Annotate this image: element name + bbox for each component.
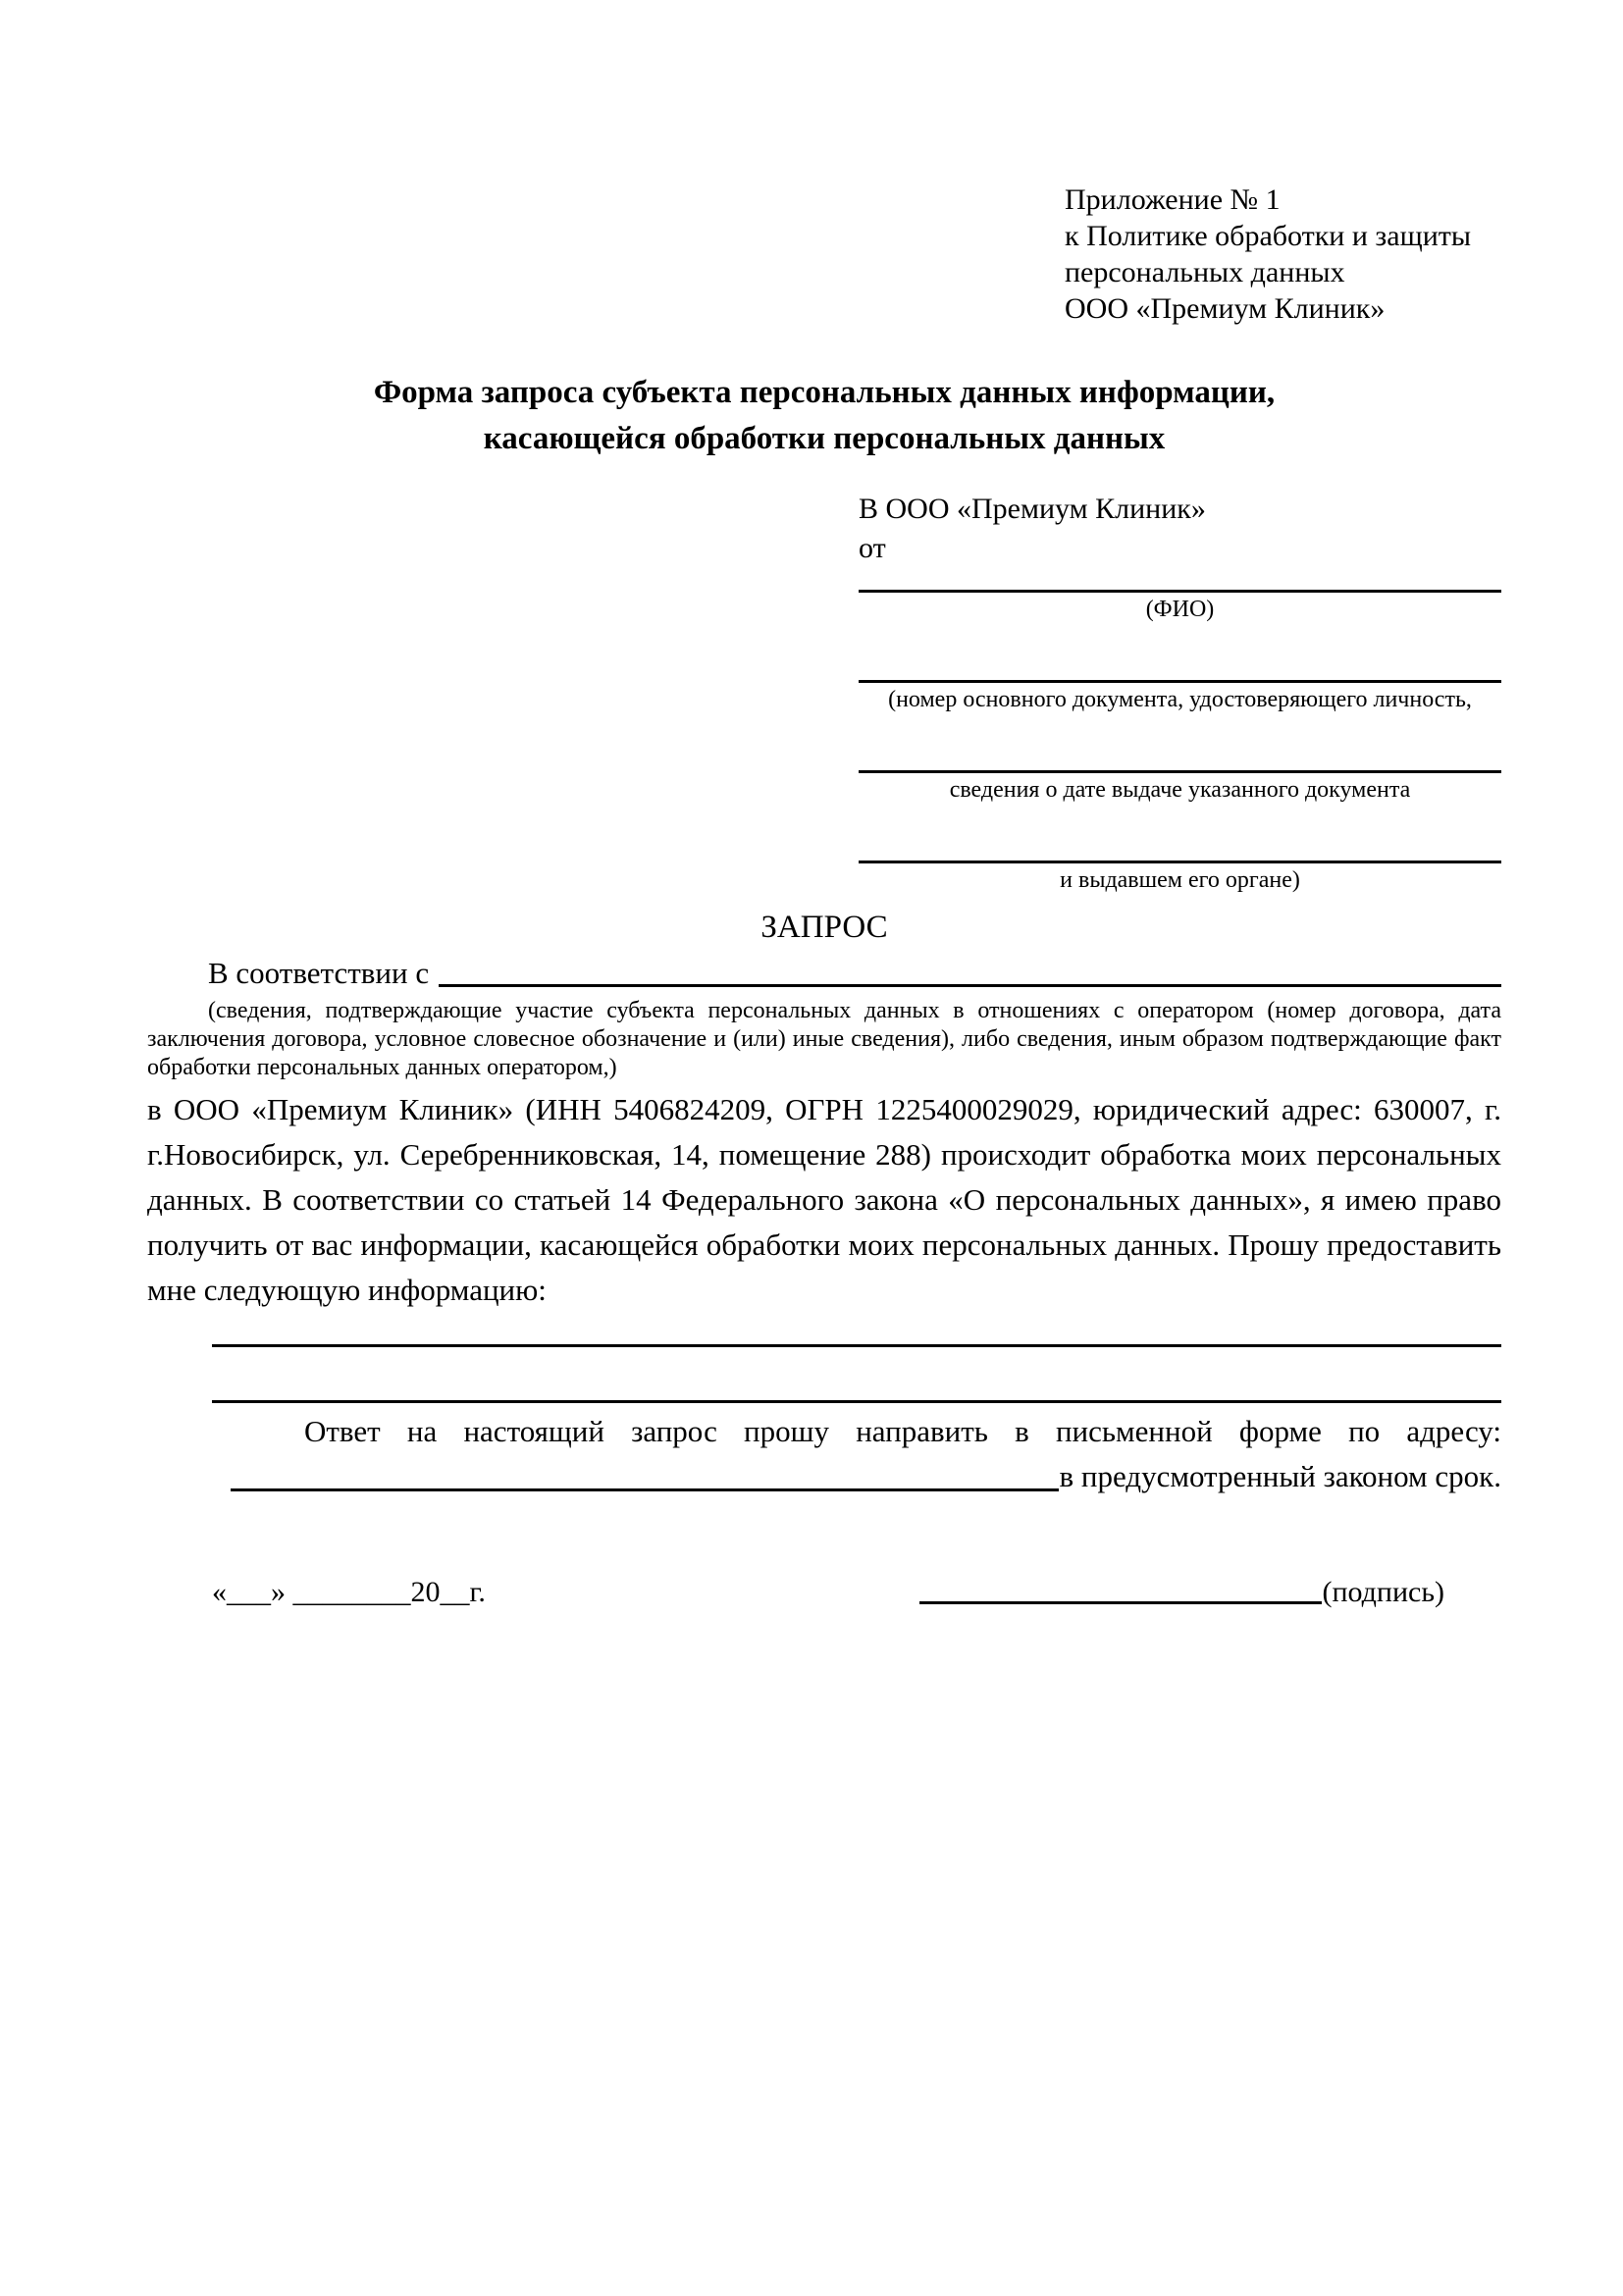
accordance-row <box>147 953 1501 994</box>
addressee-organization: В ООО «Премиум Клиник» <box>859 493 1206 525</box>
accordance-label: В соответствии с <box>208 956 430 990</box>
date-blank: «___» ________20__г. <box>212 1576 486 1608</box>
fio-caption: (ФИО) <box>1145 597 1215 622</box>
reply-tail-text: в предусмотренный законом срок. <box>1059 1459 1501 1493</box>
reply-address-row <box>147 1454 1501 1499</box>
address-blank-line <box>231 1454 1059 1491</box>
fio-blank-line <box>859 568 1501 593</box>
identity-document-blank-line <box>859 623 1501 683</box>
request-body-paragraph: в ООО «Премиум Клиник» (ИНН 5406824209, ОГРН 1225400029029, юридический адрес: 630007, г. г.Новосибирск, ул. Серебренниковская, 14, помещение 288) происходит обработка моих персональных данных. В соответствии со статьей 14 Федерального закона «О персональных данных», я имею право получить от вас информации, касающейся обработки моих персональных данных. Прошу предоставить мне следующую информацию: <box>147 1092 1501 1307</box>
info-blank-line-1 <box>212 1313 1501 1347</box>
reply-sentence: Ответ на настоящий запрос прошу направить в письменной форме по адресу: <box>304 1414 1501 1448</box>
request-heading: ЗАПРОС <box>760 910 888 945</box>
accordance-blank-line <box>439 953 1501 987</box>
document-title-line1: Форма запроса субъекта персональных данных информации, <box>373 375 1276 410</box>
footnote-text: (сведения, подтверждающие участие субъекта персональных данных в отношениях с оператором (номер договора, дата заключения договора, условное словесное обозначение и (или) иные сведения), либо сведения, иным образом подтверждающие факт обработки персональных данных оператором,) <box>147 998 1501 1080</box>
issue-date-caption: сведения о дате выдаче указанного документа <box>949 777 1411 803</box>
issue-date-blank-line <box>859 713 1501 773</box>
date-signature-row <box>147 1572 1501 1613</box>
signature-caption: (подпись) <box>1322 1576 1444 1608</box>
document-title <box>147 370 1501 462</box>
issuing-authority-caption: и выдавшем его органе) <box>1060 867 1300 893</box>
signature-area <box>919 1572 1444 1613</box>
document-title-line2: касающейся обработки персональных данных <box>483 421 1166 456</box>
identity-document-caption: (номер основного документа, удостоверяющего личность, <box>888 687 1472 712</box>
signature-blank-line <box>919 1572 1322 1604</box>
addressee-from-label: от <box>859 532 886 564</box>
info-blank-line-2 <box>212 1347 1501 1403</box>
issuing-authority-blank-line <box>859 804 1501 863</box>
appendix-line-4: ООО «Премиум Клиник» <box>1065 292 1386 325</box>
appendix-note <box>1065 182 1501 327</box>
appendix-line-2: к Политике обработки и защиты <box>1065 220 1472 252</box>
appendix-line-3: персональных данных <box>1065 256 1345 288</box>
addressee-block <box>859 490 1501 894</box>
appendix-line-1: Приложение № 1 <box>1065 183 1281 216</box>
